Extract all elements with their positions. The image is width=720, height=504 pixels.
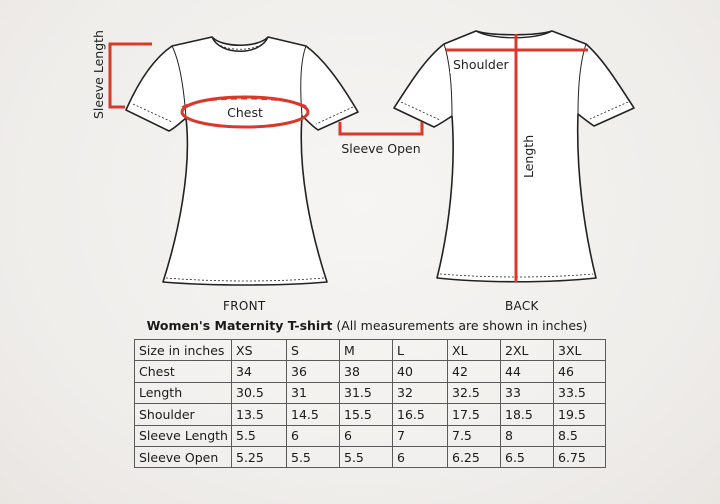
front-tshirt-body <box>126 37 358 285</box>
back-view-label: BACK <box>505 299 539 313</box>
header-cell: XS <box>232 340 287 361</box>
table-cell: 16.5 <box>393 404 448 425</box>
table-row <box>135 382 606 403</box>
table-cell: 5.5 <box>232 425 287 446</box>
table-cell: 6 <box>340 425 393 446</box>
header-cell: 2XL <box>501 340 554 361</box>
caption-title: Women's Maternity T-shirt <box>146 318 333 333</box>
table-cell: 33.5 <box>554 382 606 403</box>
front-view-label: FRONT <box>223 299 266 313</box>
row-label-cell: Chest <box>135 361 232 382</box>
label-shoulder: Shoulder <box>453 57 509 72</box>
label-sleeve-open: Sleeve Open <box>341 141 421 156</box>
table-cell: 6.75 <box>554 446 606 467</box>
table-cell: 19.5 <box>554 404 606 425</box>
table-cell: 7.5 <box>448 425 501 446</box>
table-cell: 36 <box>287 361 340 382</box>
table-cell: 44 <box>501 361 554 382</box>
label-length: Length <box>521 134 536 178</box>
table-cell: 42 <box>448 361 501 382</box>
row-label-cell: Sleeve Open <box>135 446 232 467</box>
table-cell: 7 <box>393 425 448 446</box>
row-label-cell: Sleeve Length <box>135 425 232 446</box>
table-row <box>135 404 606 425</box>
table-cell: 5.5 <box>340 446 393 467</box>
table-cell: 33 <box>501 382 554 403</box>
table-cell: 40 <box>393 361 448 382</box>
label-chest: Chest <box>227 105 263 120</box>
table-cell: 15.5 <box>340 404 393 425</box>
table-row <box>135 361 606 382</box>
row-label-cell: Shoulder <box>135 404 232 425</box>
table-cell: 31 <box>287 382 340 403</box>
size-chart-caption <box>0 318 720 333</box>
table-cell: 31.5 <box>340 382 393 403</box>
front-tshirt <box>126 37 358 285</box>
table-cell: 32 <box>393 382 448 403</box>
header-cell: Size in inches <box>135 340 232 361</box>
row-label-cell: Length <box>135 382 232 403</box>
table-cell: 17.5 <box>448 404 501 425</box>
table-cell: 8.5 <box>554 425 606 446</box>
header-cell: L <box>393 340 448 361</box>
table-cell: 46 <box>554 361 606 382</box>
table-cell: 32.5 <box>448 382 501 403</box>
table-header-row <box>135 340 606 361</box>
table-cell: 14.5 <box>287 404 340 425</box>
label-sleeve-length: Sleeve Length <box>91 30 106 119</box>
measure-sleeve-open <box>340 122 422 134</box>
table-cell: 38 <box>340 361 393 382</box>
table-cell: 34 <box>232 361 287 382</box>
table-cell: 5.25 <box>232 446 287 467</box>
table-cell: 6 <box>287 425 340 446</box>
header-cell: XL <box>448 340 501 361</box>
size-chart-table <box>134 339 606 468</box>
table-cell: 5.5 <box>287 446 340 467</box>
table-cell: 30.5 <box>232 382 287 403</box>
table-cell: 6.5 <box>501 446 554 467</box>
table-cell: 6.25 <box>448 446 501 467</box>
table-cell: 8 <box>501 425 554 446</box>
table-cell: 13.5 <box>232 404 287 425</box>
header-cell: S <box>287 340 340 361</box>
table-row <box>135 425 606 446</box>
table-cell: 6 <box>393 446 448 467</box>
caption-note: (All measurements are shown in inches) <box>336 318 588 333</box>
header-cell: 3XL <box>554 340 606 361</box>
table-cell: 18.5 <box>501 404 554 425</box>
header-cell: M <box>340 340 393 361</box>
table-row <box>135 446 606 467</box>
